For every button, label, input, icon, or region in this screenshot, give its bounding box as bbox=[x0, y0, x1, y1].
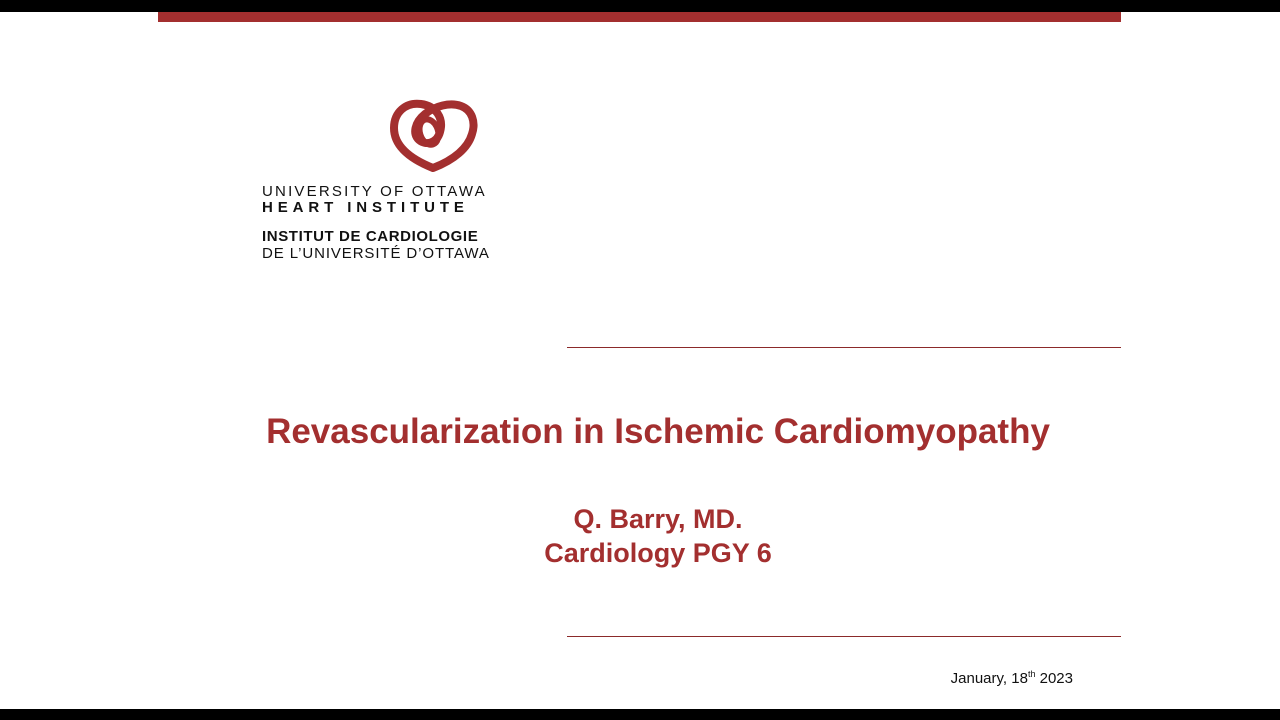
logo-text-university: UNIVERSITY OF OTTAWA bbox=[262, 183, 487, 200]
logo-text-institut: INSTITUT DE CARDIOLOGIE bbox=[262, 228, 479, 245]
divider-top bbox=[567, 347, 1121, 348]
date-ordinal-suffix: th bbox=[1027, 669, 1036, 679]
author-name: Q. Barry, MD. bbox=[573, 504, 743, 534]
logo-text-universite: DE L’UNIVERSITÉ D’OTTAWA bbox=[262, 245, 490, 262]
presentation-date bbox=[900, 670, 1073, 688]
author-role: Cardiology PGY 6 bbox=[544, 538, 772, 568]
letterbox-bottom bbox=[0, 709, 1280, 720]
heart-loop-icon bbox=[388, 96, 478, 172]
header-accent-bar bbox=[158, 12, 1121, 22]
slide-title: Revascularization in Ischemic Cardiomyopathy bbox=[266, 412, 1050, 451]
logo-text-heart-institute: HEART INSTITUTE bbox=[262, 199, 469, 216]
date-year: 2023 bbox=[1035, 670, 1073, 687]
date-month-day: January, 18 bbox=[950, 670, 1028, 687]
letterbox-top bbox=[0, 0, 1280, 12]
divider-bottom bbox=[567, 636, 1121, 637]
author-block bbox=[358, 502, 958, 570]
